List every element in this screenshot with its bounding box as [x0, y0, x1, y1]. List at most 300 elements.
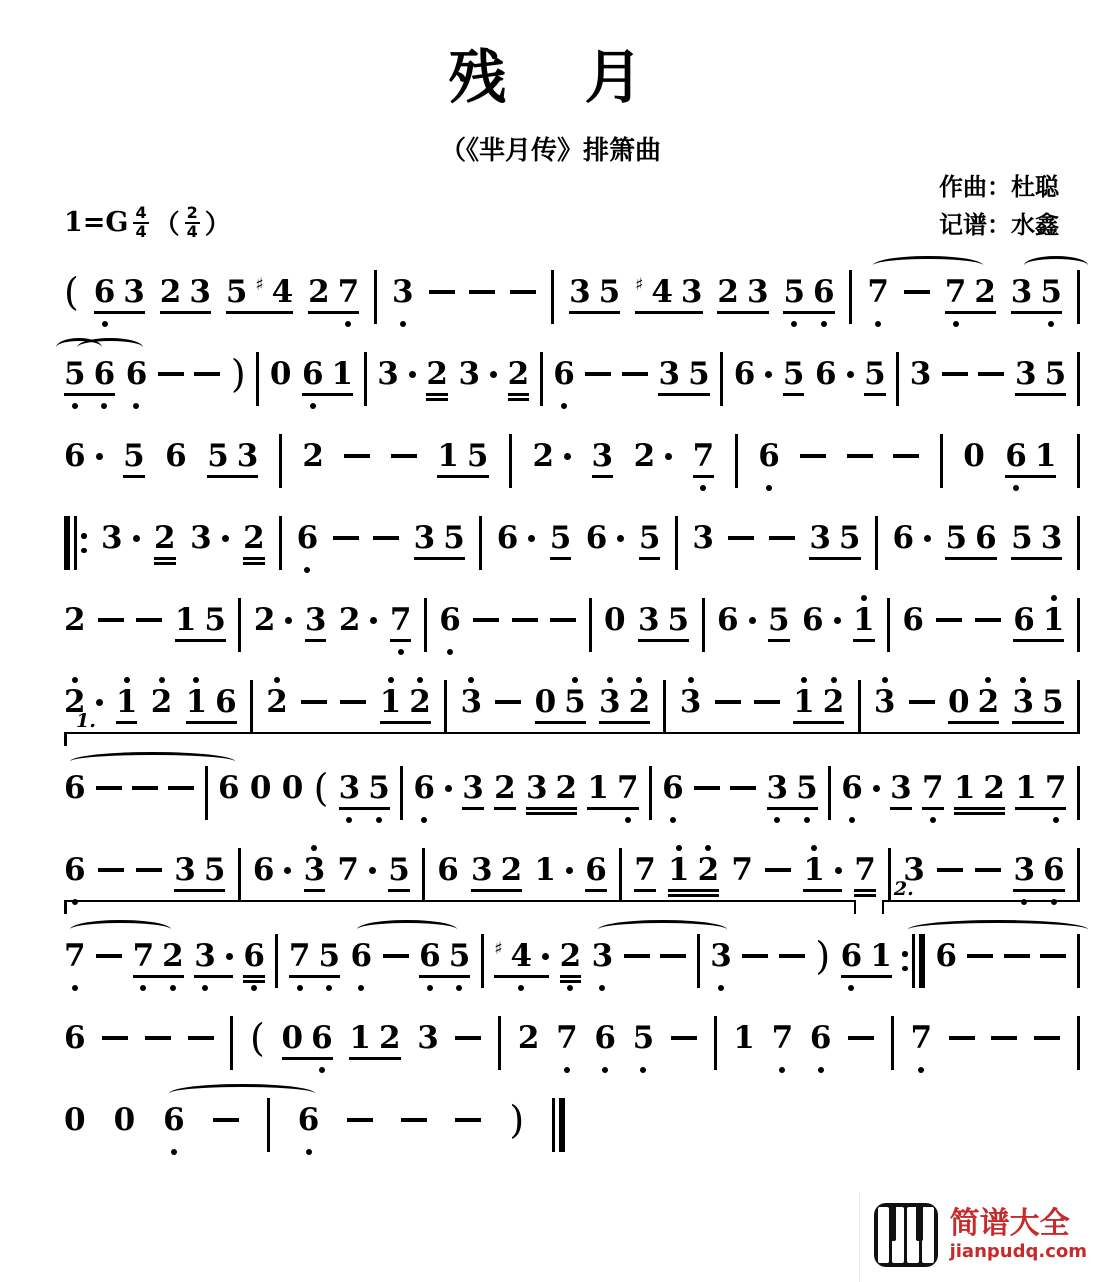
note-digit: 2 [302, 438, 324, 474]
note-cell [717, 590, 756, 660]
note-digit: 6 [165, 438, 187, 474]
beam-underline [1005, 475, 1056, 478]
duration-dash [429, 262, 455, 332]
note-digit: 3 [599, 684, 621, 720]
note-digit: 2 [266, 684, 288, 720]
beam-underline [783, 311, 834, 314]
note-digit: 7 [731, 852, 753, 888]
note-digit: 6 [439, 602, 461, 638]
duration-dash [975, 590, 1001, 660]
beam-underline [767, 807, 818, 810]
note-digit: 6 [243, 938, 265, 974]
note-digit: 6 [64, 1020, 86, 1056]
octave-dot-below [319, 1067, 325, 1073]
note-digit: 6 [716, 602, 739, 638]
octave-dot-below [875, 321, 881, 327]
note-digit: 7 [64, 938, 86, 974]
note-digit: 7 [556, 1020, 578, 1056]
octave-dot-below [447, 649, 453, 655]
beam-underline [658, 393, 709, 396]
note-digit: 7 [337, 852, 359, 888]
augmentation-dot [284, 867, 291, 874]
note-digit: 5 [632, 1020, 655, 1056]
octave-dot-below [567, 985, 573, 991]
note-digit: 0 [281, 1020, 304, 1056]
octave-dot-below [345, 321, 351, 327]
note-cell [413, 758, 452, 828]
score-line [64, 262, 1080, 332]
beam-underline [339, 807, 390, 810]
note-digit: 6 [585, 852, 607, 888]
octave-dot-below [640, 1067, 646, 1073]
note-digit: 0 [64, 1102, 86, 1138]
note-digit: 2 [154, 520, 176, 556]
beam-underline [587, 807, 638, 810]
note-digit: 6 [413, 770, 435, 806]
augmentation-dot [96, 699, 103, 706]
octave-dot-below [1048, 321, 1054, 327]
note-cell [339, 590, 378, 660]
note-digit: 5 [564, 684, 586, 720]
barline [424, 590, 427, 660]
note-digit: 5 [1040, 274, 1062, 310]
site-name: 简谱大全 [949, 1206, 1070, 1242]
note-digit: 3 [890, 770, 912, 806]
note-digit: 0 [948, 684, 970, 720]
beam-underline [302, 393, 353, 396]
note-cell [854, 840, 876, 910]
note-digit: 1 [174, 602, 197, 638]
duration-dash [694, 758, 720, 828]
beam-underline [226, 311, 293, 314]
note-digit: 7 [867, 274, 889, 310]
note-cell [160, 262, 211, 332]
note-digit: 2 [532, 438, 555, 474]
note-cell [270, 344, 292, 414]
note-digit: 2 [822, 684, 845, 720]
beam-underline [508, 398, 530, 401]
barline [551, 262, 554, 332]
augmentation-dot [765, 371, 772, 378]
octave-dot-below [930, 817, 936, 823]
note-digit: 7 [771, 1020, 794, 1056]
volta-bracket [64, 900, 856, 916]
repeat-barline [64, 508, 87, 578]
note-cell [64, 590, 86, 660]
note-cell [853, 590, 875, 660]
augmentation-dot [222, 535, 229, 542]
note-digit: 5 [549, 520, 572, 556]
note-digit: 7 [692, 438, 715, 474]
note-digit: 7 [910, 1020, 933, 1056]
augmentation-dot [924, 535, 931, 542]
tie-arc [1024, 256, 1088, 275]
beam-underline [123, 475, 145, 478]
barline [1077, 508, 1080, 578]
augmentation-dot [835, 867, 842, 874]
note-cell [458, 344, 497, 414]
duration-dash [742, 926, 768, 996]
barline [238, 590, 241, 660]
note-cell [892, 508, 931, 578]
augmentation-dot [285, 617, 292, 624]
duration-dash [671, 1008, 697, 1078]
duration-dash [512, 590, 538, 660]
note-cell [635, 262, 702, 332]
note-digit: 3 [189, 274, 211, 310]
beam-underline [717, 311, 768, 314]
duration-dash [848, 1008, 874, 1078]
score-line [64, 1090, 1080, 1160]
note-cell [768, 590, 790, 660]
barline [275, 926, 278, 996]
note-digit: 4 [510, 938, 533, 974]
tie-arc [598, 920, 727, 939]
note-digit: 1 [115, 684, 138, 720]
note-digit: 7 [288, 938, 311, 974]
note-digit: 6 [1005, 438, 1027, 474]
duration-dash [102, 1008, 128, 1078]
sharp-sign: ♯ [635, 275, 644, 295]
note-cell [175, 590, 226, 660]
octave-dot-below [310, 403, 316, 409]
augmentation-dot [445, 785, 452, 792]
note-digit: 3 [190, 520, 212, 556]
note-digit: 3 [174, 852, 196, 888]
note-digit: 2 [243, 520, 265, 556]
octave-dot-below [72, 985, 78, 991]
octave-dot-below [398, 649, 404, 655]
note-digit: 6 [809, 1020, 832, 1056]
beam-underline [174, 889, 225, 892]
note-cell [556, 1008, 578, 1078]
duration-dash [991, 1008, 1017, 1078]
octave-dot-below [421, 817, 427, 823]
note-digit: 6 [437, 852, 459, 888]
octave-dot-below [251, 985, 257, 991]
beam-underline [494, 807, 516, 810]
site-watermark[interactable] [859, 1192, 1101, 1282]
beam-underline [793, 721, 844, 724]
note-digit: 6 [64, 770, 86, 806]
octave-dot-below [133, 403, 139, 409]
duration-dash [347, 1090, 373, 1160]
octave-dot-below [170, 985, 176, 991]
duration-dash [194, 344, 220, 414]
octave-dot-below [326, 985, 332, 991]
barline [1077, 590, 1080, 660]
augmentation-dot [617, 535, 624, 542]
note-digit: 5 [1042, 684, 1064, 720]
score-line [64, 710, 1080, 828]
note-cell [592, 426, 614, 496]
beam-underline [599, 721, 650, 724]
beam-underline [308, 311, 359, 314]
octave-dot-below [700, 485, 706, 491]
barline [540, 344, 543, 414]
duration-dash [510, 262, 536, 332]
note-digit: 2 [697, 852, 720, 888]
barline [714, 1008, 717, 1078]
note-cell [377, 344, 416, 414]
note-digit: 6 [125, 356, 148, 392]
note-digit: 6 [93, 356, 116, 392]
beam-underline [437, 475, 488, 478]
beam-underline [494, 975, 549, 978]
note-digit: 2 [555, 770, 578, 806]
note-digit: 5 [207, 438, 229, 474]
note-digit: 6 [301, 356, 324, 392]
note-digit: 3 [658, 356, 681, 392]
octave-dot-below [804, 817, 810, 823]
beam-underline [175, 639, 226, 642]
beam-underline [550, 557, 572, 560]
octave-dot-above [882, 677, 888, 683]
score [64, 262, 1080, 1172]
beam-underline [508, 393, 530, 396]
barline [735, 426, 738, 496]
duration-dash [936, 590, 962, 660]
beam-underline [243, 980, 265, 983]
octave-dot-below [101, 403, 107, 409]
barline [1077, 758, 1080, 828]
tie-arc [908, 920, 1088, 939]
volta-bracket [882, 878, 1080, 916]
note-digit: 3 [746, 274, 769, 310]
phrase-paren: ) [230, 352, 246, 396]
note-digit: 3 [873, 684, 896, 720]
duration-dash [622, 344, 648, 414]
note-digit: 6 [1043, 852, 1065, 888]
note-digit: 7 [944, 274, 967, 310]
barline [702, 590, 705, 660]
note-cell [114, 1090, 136, 1160]
duration-dash [136, 590, 162, 660]
note-digit: 7 [132, 938, 155, 974]
note-digit: 1 [870, 938, 892, 974]
tie-arc [873, 256, 984, 275]
note-digit: 3 [338, 770, 361, 806]
barline [1077, 1008, 1080, 1078]
note-cell [658, 344, 709, 414]
note-digit: 1 [437, 438, 459, 474]
note-digit: 3 [303, 852, 326, 888]
note-digit: 5 [864, 356, 886, 392]
sharp-sign: ♯ [494, 939, 503, 959]
note-digit: 3 [1040, 520, 1063, 556]
note-digit: 5 [598, 274, 621, 310]
song-title: 残 月 [448, 43, 653, 111]
note-cell [758, 426, 780, 496]
note-digit: 3 [236, 438, 259, 474]
note-cell [439, 590, 461, 660]
beam-underline [243, 557, 265, 560]
note-digit: 2 [559, 938, 582, 974]
note-digit: 0 [963, 438, 985, 474]
note-cell [392, 262, 414, 332]
note-cell [767, 758, 818, 828]
beam-underline [954, 812, 1005, 815]
note-digit: 2 [150, 684, 173, 720]
note-cell [414, 508, 465, 578]
note-cell [639, 508, 661, 578]
beam-underline [388, 889, 410, 892]
duration-dash [847, 426, 873, 496]
octave-dot-above [985, 677, 991, 683]
note-cell [604, 590, 626, 660]
octave-dot-below [1053, 817, 1059, 823]
note-digit: 3 [766, 770, 789, 806]
octave-dot-below [1013, 485, 1019, 491]
note-cell [123, 426, 145, 496]
note-digit: 4 [651, 274, 673, 310]
phrase-paren: ( [64, 270, 79, 314]
octave-dot-above [636, 677, 642, 683]
meter-alt: $\frac{2}{4}$ [186, 202, 198, 241]
note-cell [560, 926, 582, 996]
octave-dot-above [417, 677, 423, 683]
note-cell [783, 262, 834, 332]
duration-dash [344, 426, 370, 496]
note-cell [638, 590, 689, 660]
duration-dash [188, 1008, 214, 1078]
note-digit: 3 [1015, 356, 1037, 392]
note-digit: 3 [591, 438, 614, 474]
duration-dash [333, 508, 359, 578]
note-digit: 5 [1011, 520, 1033, 556]
octave-dot-above [688, 677, 694, 683]
note-cell [553, 344, 575, 414]
beam-underline [634, 889, 656, 892]
note-cell [586, 508, 625, 578]
note-cell [305, 590, 327, 660]
note-digit: 6 [296, 520, 319, 556]
note-digit: 6 [215, 684, 237, 720]
note-cell [902, 590, 924, 660]
note-digit: 5 [638, 520, 661, 556]
site-domain: jianpudq.com [949, 1240, 1087, 1262]
octave-dot-above [159, 677, 165, 683]
note-digit: 1 [668, 852, 690, 888]
beam-underline [569, 311, 620, 314]
octave-dot-below [171, 1149, 177, 1155]
barline [364, 344, 367, 414]
beam-underline [945, 311, 996, 314]
note-digit: 2 [500, 852, 523, 888]
note-digit: 2 [628, 684, 651, 720]
note-digit: 3 [1010, 274, 1033, 310]
barline [940, 426, 943, 496]
augmentation-dot [834, 617, 841, 624]
duration-dash [469, 262, 495, 332]
barline [589, 590, 592, 660]
duration-dash [779, 926, 805, 996]
beam-underline [349, 1057, 400, 1060]
note-cell [308, 262, 359, 332]
note-digit: 3 [680, 274, 703, 310]
beam-underline [592, 475, 614, 478]
note-cell [1015, 344, 1066, 414]
phrase-paren: ) [815, 934, 831, 978]
note-cell [302, 344, 353, 414]
tie-arc [77, 338, 143, 357]
note-digit: 2 [159, 274, 182, 310]
key-signature [64, 204, 231, 241]
note-digit: 5 [945, 520, 968, 556]
octave-dot-below [848, 985, 854, 991]
note-digit: 1 [1034, 438, 1057, 474]
note-digit: 6 [935, 938, 957, 974]
octave-dot-below [670, 817, 676, 823]
note-cell [815, 344, 854, 414]
note-digit: 7 [337, 274, 360, 310]
octave-dot-below [766, 485, 772, 491]
beam-underline [668, 889, 719, 892]
barline [649, 758, 652, 828]
duration-dash [550, 590, 576, 660]
beam-underline [853, 639, 875, 642]
barline [498, 1008, 501, 1078]
note-digit: 1 [534, 852, 556, 888]
octave-dot-below [779, 1067, 785, 1073]
score-line [64, 344, 1080, 414]
note-cell [634, 426, 673, 496]
barline [891, 1008, 894, 1078]
duration-dash [455, 1008, 481, 1078]
note-digit: 5 [688, 356, 710, 392]
duration-dash [98, 590, 124, 660]
credits-block [939, 168, 1059, 244]
note-digit: 0 [113, 1102, 136, 1138]
octave-dot-below [297, 985, 303, 991]
augmentation-dot [528, 535, 535, 542]
note-digit: 3 [809, 520, 831, 556]
augmentation-dot [749, 617, 756, 624]
note-cell [809, 508, 860, 578]
note-cell [1013, 590, 1064, 660]
note-cell [922, 758, 944, 828]
barline [479, 508, 482, 578]
duration-dash [730, 758, 756, 828]
note-digit: 2 [409, 684, 431, 720]
sharp-sign: ♯ [255, 275, 264, 295]
note-digit: 2 [983, 770, 1005, 806]
beam-underline [954, 807, 1005, 810]
barline [279, 426, 282, 496]
note-digit: 6 [975, 520, 997, 556]
note-cell [692, 508, 714, 578]
note-digit: 5 [1044, 356, 1067, 392]
note-cell [532, 426, 571, 496]
augmentation-dot [370, 617, 377, 624]
duration-dash [949, 1008, 975, 1078]
barline [828, 758, 831, 828]
note-digit: 3 [460, 684, 483, 720]
octave-dot-below [599, 985, 605, 991]
note-cell [841, 926, 892, 996]
note-cell [289, 926, 340, 996]
note-digit: 7 [854, 852, 876, 888]
note-digit: 2 [974, 274, 996, 310]
beam-underline [535, 721, 586, 724]
beam-underline [289, 975, 340, 978]
note-cell [810, 1008, 832, 1078]
barline [720, 344, 723, 414]
note-cell [339, 758, 390, 828]
score-line [64, 426, 1080, 496]
octave-dot-below [456, 985, 462, 991]
note-digit: 3 [591, 938, 614, 974]
